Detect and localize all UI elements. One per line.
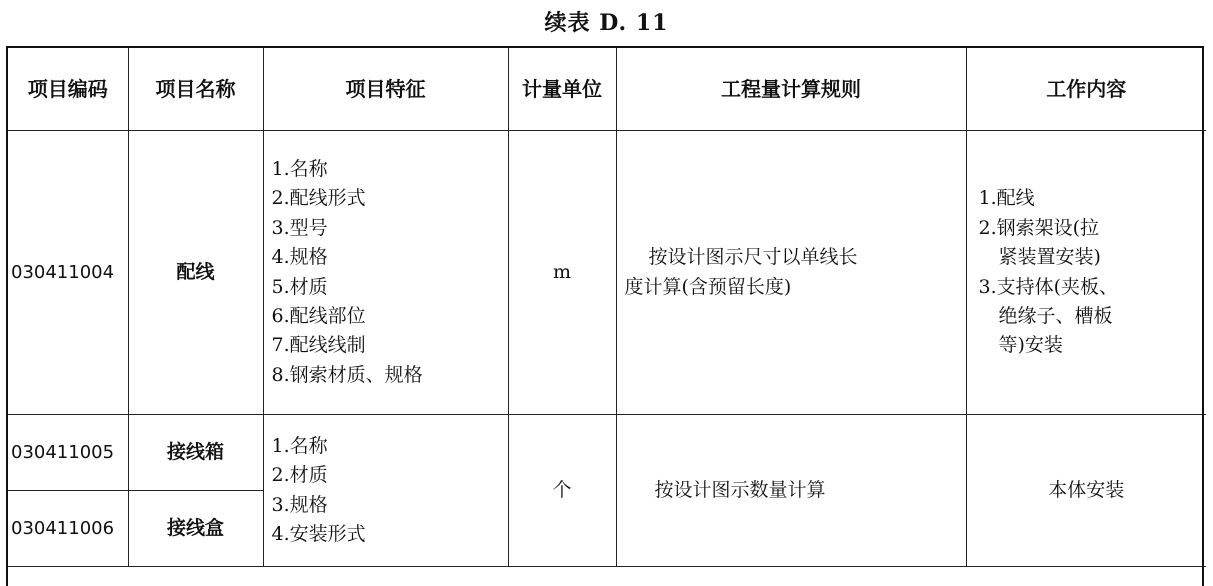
header-row — [8, 48, 1206, 131]
work-line: 紧装置安装) — [998, 246, 1101, 269]
work-line: 1.配线 — [978, 187, 1035, 210]
work-line: 3.支持体(夹板、 — [978, 275, 1119, 298]
item-name: 配线 — [128, 131, 263, 415]
feature-line: 2.材质 — [271, 464, 328, 487]
item-features — [263, 415, 508, 567]
item-name: 接线盒 — [128, 491, 263, 567]
table-row-partial — [8, 567, 1206, 582]
item-name: 接线箱 — [128, 415, 263, 491]
item-unit: m — [508, 131, 616, 415]
header-work: 工作内容 — [966, 48, 1206, 131]
item-unit: 个 — [508, 415, 616, 567]
header-name: 项目名称 — [128, 48, 263, 131]
work-line: 2.钢索架设(拉 — [978, 216, 1100, 239]
rule-line: 度计算(含预留长度) — [624, 275, 792, 298]
header-unit: 计量单位 — [508, 48, 616, 131]
table-row — [8, 415, 1206, 491]
feature-line: 7.配线线制 — [271, 334, 366, 357]
partial-cell — [8, 567, 1206, 582]
feature-line: 3.型号 — [271, 216, 328, 239]
item-work — [966, 131, 1206, 415]
header-features: 项目特征 — [263, 48, 508, 131]
item-code: 030411004 — [8, 131, 128, 415]
header-rule: 工程量计算规则 — [616, 48, 966, 131]
feature-line: 3.规格 — [271, 493, 328, 516]
data-table — [6, 46, 1204, 586]
table-caption: 续表 D. 11 — [544, 10, 669, 36]
item-code: 030411005 — [8, 415, 128, 491]
feature-line: 6.配线部位 — [271, 304, 366, 327]
item-features — [263, 131, 508, 415]
item-rule: 按设计图示数量计算 — [616, 415, 966, 567]
item-code: 030411006 — [8, 491, 128, 567]
feature-line: 2.配线形式 — [271, 187, 366, 210]
feature-line: 4.规格 — [271, 246, 328, 269]
feature-line: 1.名称 — [271, 157, 328, 180]
work-line: 绝缘子、槽板 — [998, 304, 1113, 327]
item-work: 本体安装 — [966, 415, 1206, 567]
work-line: 等)安装 — [998, 334, 1063, 357]
header-code: 项目编码 — [8, 48, 128, 131]
feature-line: 8.钢索材质、规格 — [271, 363, 423, 386]
feature-line: 5.材质 — [271, 275, 328, 298]
feature-line: 4.安装形式 — [271, 522, 366, 545]
table-row — [8, 131, 1206, 415]
rule-line: 按设计图示尺寸以单线长 — [648, 246, 858, 269]
item-rule — [616, 131, 966, 415]
feature-line: 1.名称 — [271, 434, 328, 457]
